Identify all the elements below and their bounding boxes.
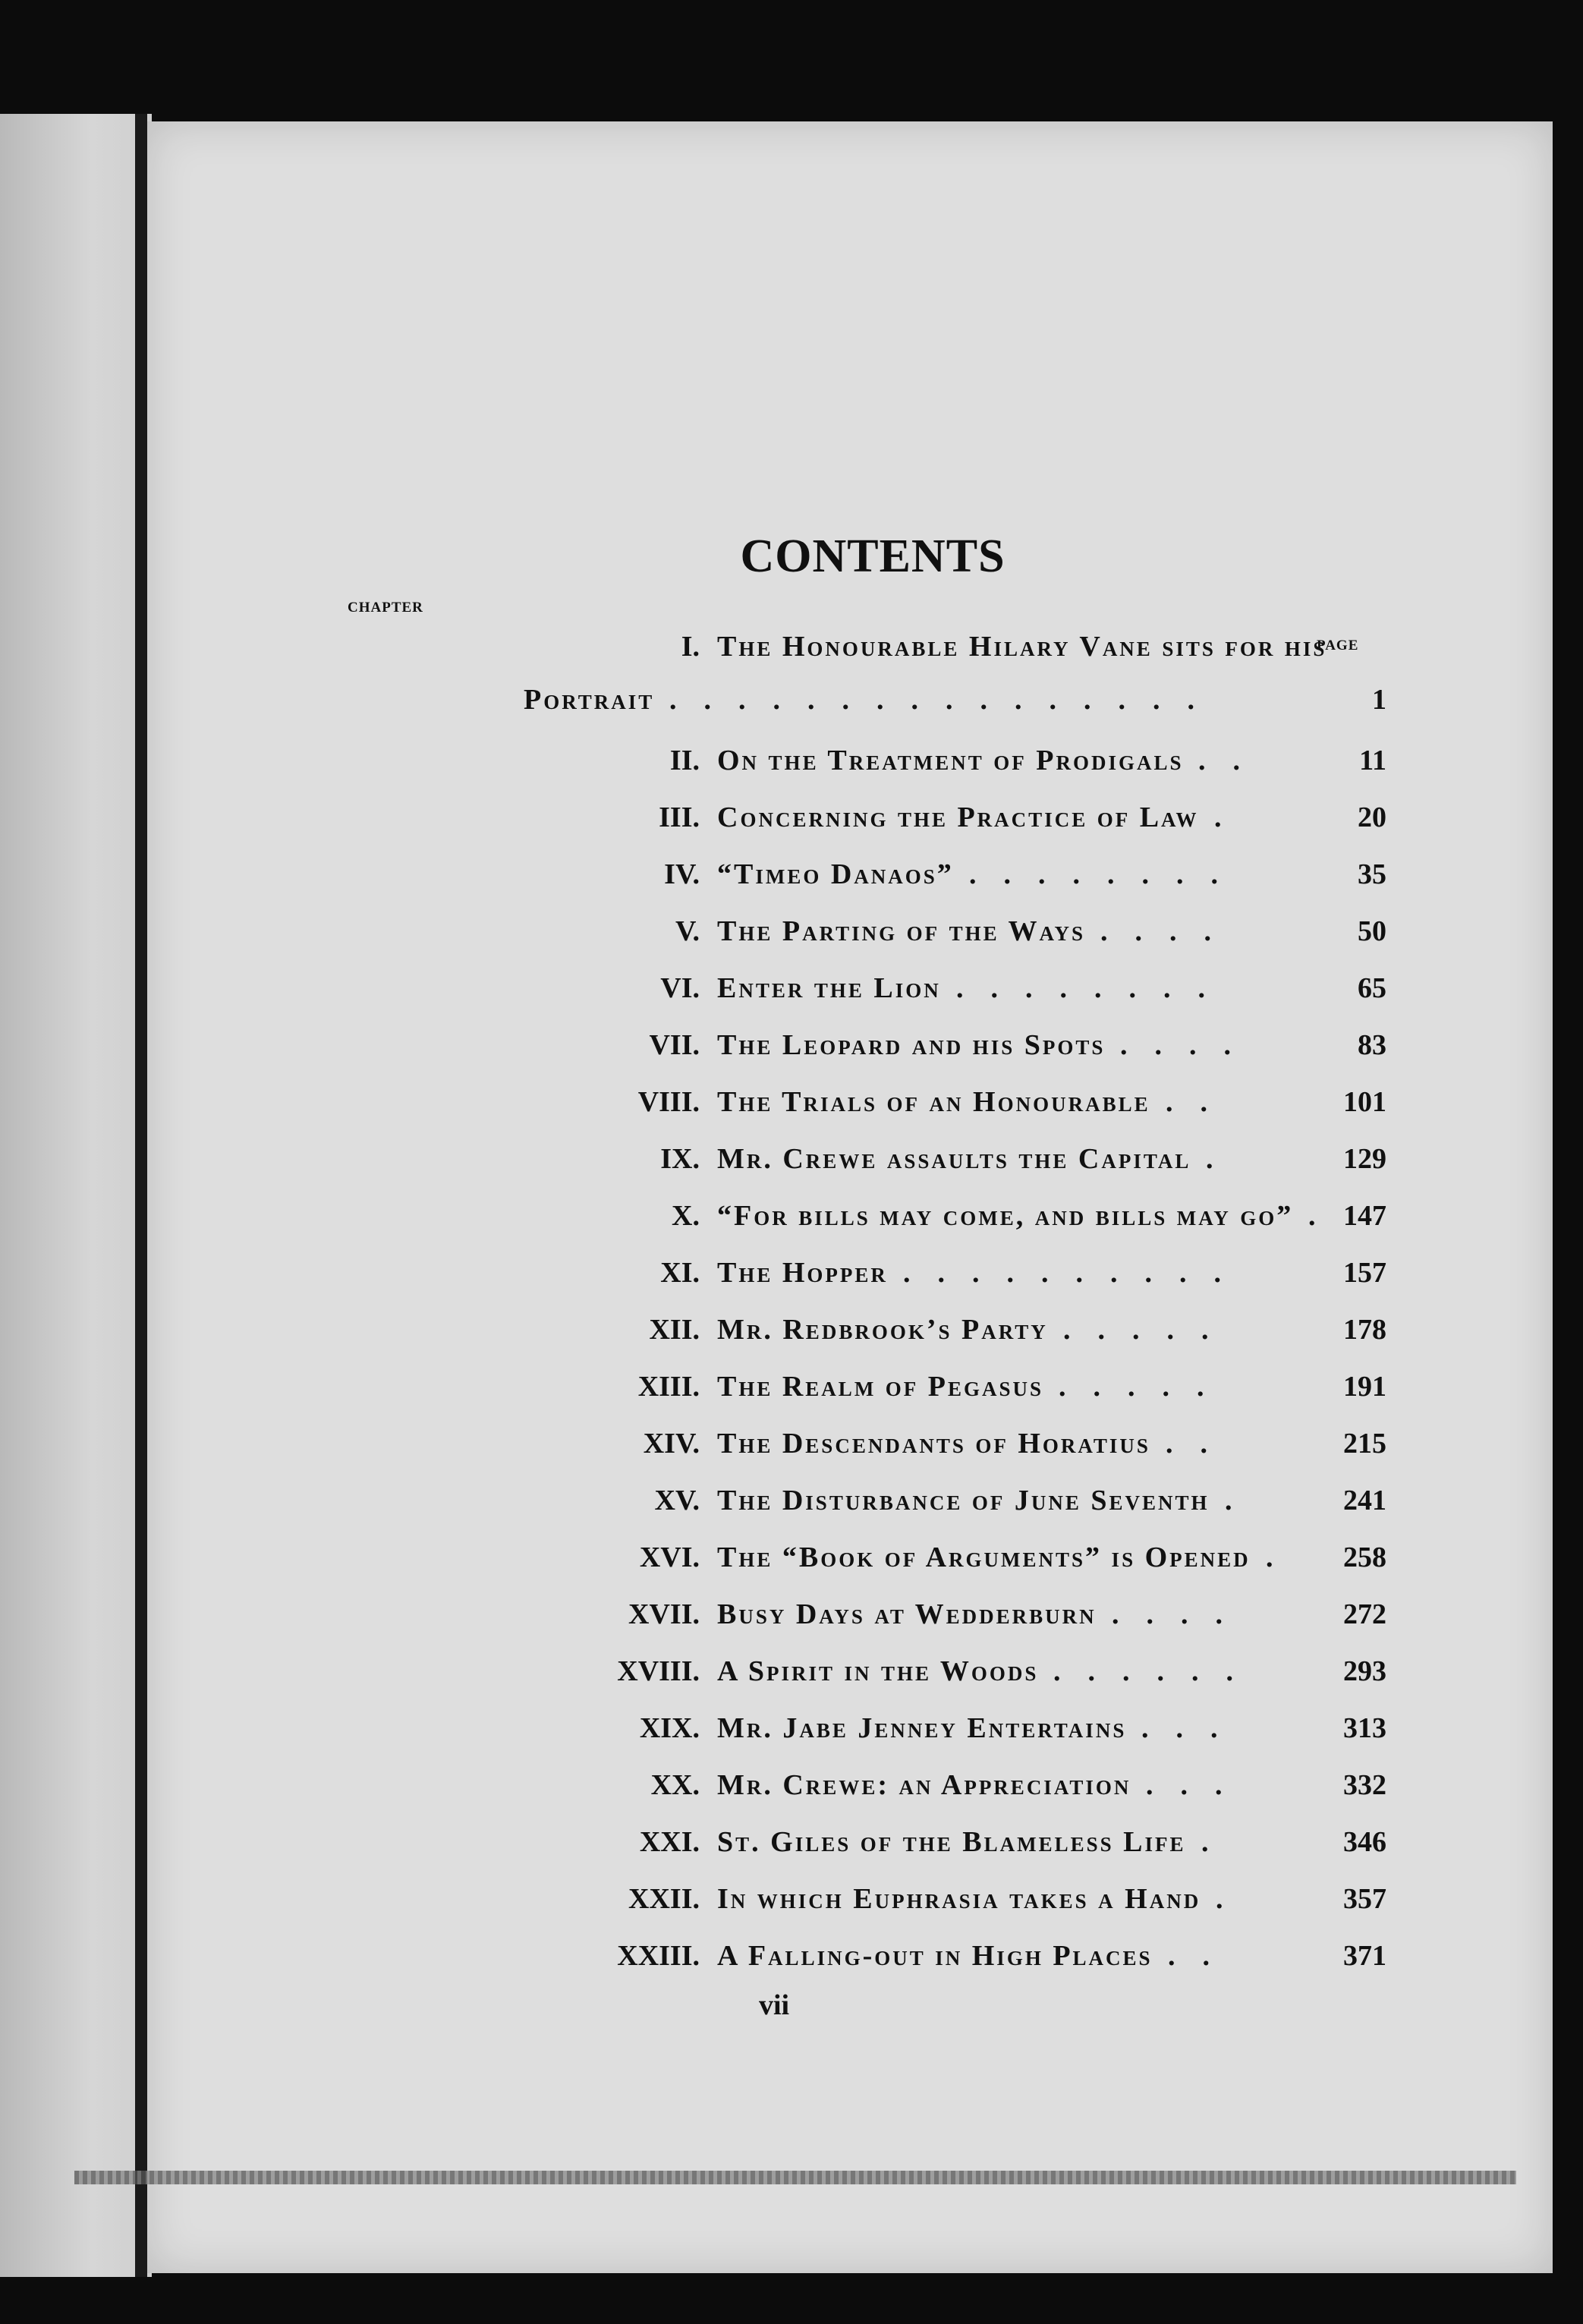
chapter-number: VIII. <box>637 1086 700 1118</box>
leader-dots: .. <box>1198 745 1267 776</box>
toc-entry <box>258 1932 1396 1989</box>
chapter-number: II. <box>669 745 700 776</box>
toc-entry <box>258 1192 1396 1249</box>
page-number: 313 <box>1343 1712 1386 1744</box>
toc-entry <box>258 850 1396 907</box>
chapter-title: Busy Days at Wedderburn <box>717 1598 1097 1630</box>
chapter-title: The Honourable Hilary Vane sits for his <box>717 631 1327 663</box>
chapter-title: Mr. Crewe assaults the Capital <box>717 1143 1191 1175</box>
page-number: 272 <box>1343 1598 1386 1630</box>
leader-dots: . <box>1266 1541 1301 1573</box>
page-bottom-edge <box>74 2171 1516 2184</box>
chapter-title: “Timeo Danaos” <box>717 858 954 890</box>
chapter-number: IV. <box>664 858 700 890</box>
page-number: 293 <box>1343 1655 1386 1687</box>
toc-entry <box>258 1647 1396 1704</box>
chapter-number: VII. <box>649 1029 700 1061</box>
toc-entry <box>258 1704 1396 1761</box>
leader-dots: .. <box>1168 1940 1237 1972</box>
chapter-number: III. <box>659 801 700 833</box>
page-number: 191 <box>1343 1371 1386 1403</box>
chapter-number: XVIII. <box>617 1655 700 1687</box>
toc-entry <box>258 1249 1396 1305</box>
leader-dots: .. <box>1166 1428 1235 1460</box>
page-number: 101 <box>1343 1086 1386 1118</box>
chapter-title: The Hopper <box>717 1257 888 1289</box>
chapter-number: X. <box>672 1200 700 1232</box>
chapter-title-continuation: Portrait <box>524 684 655 716</box>
leader-dots: . <box>1206 1143 1241 1175</box>
toc-entry <box>258 793 1396 850</box>
leader-dots: ..... <box>1059 1371 1232 1403</box>
chapter-title: A Falling-out in High Places <box>717 1940 1153 1972</box>
chapter-number: XXI. <box>639 1826 700 1858</box>
toc-entry <box>258 1419 1396 1476</box>
leader-dots: ..... <box>1063 1314 1236 1346</box>
leader-dots: .... <box>1120 1029 1258 1061</box>
chapter-number: IX. <box>660 1143 700 1175</box>
page-number: 1 <box>1372 684 1386 716</box>
chapter-title: Mr. Redbrook’s Party <box>717 1314 1048 1346</box>
chapter-title: On the Treatment of Prodigals <box>717 745 1184 776</box>
leader-dots: . <box>1201 1826 1236 1858</box>
leader-dots: ................ <box>669 684 1222 716</box>
leader-dots: ... <box>1146 1769 1250 1801</box>
page-number: 178 <box>1343 1314 1386 1346</box>
chapter-title: Enter the Lion <box>717 972 941 1004</box>
chapter-number: XX. <box>650 1769 700 1801</box>
chapter-title: Mr. Jabe Jenney Entertains <box>717 1712 1127 1744</box>
chapter-number: I. <box>681 631 700 663</box>
page-number: 20 <box>1358 801 1386 833</box>
chapter-title: The “Book of Arguments” is Opened <box>717 1541 1251 1573</box>
toc-entry <box>258 1875 1396 1932</box>
leader-dots: .... <box>1112 1598 1250 1630</box>
toc-entry <box>258 736 1396 793</box>
toc-entry <box>258 1590 1396 1647</box>
leader-dots: ........ <box>956 972 1232 1004</box>
page-number: 346 <box>1343 1826 1386 1858</box>
chapter-number: XV. <box>654 1485 700 1516</box>
chapter-title: The Descendants of Horatius <box>717 1428 1150 1460</box>
toc-entry <box>258 1135 1396 1192</box>
page-number: 11 <box>1359 745 1386 776</box>
page-number: 65 <box>1358 972 1386 1004</box>
toc-entry <box>258 622 1396 736</box>
page-title: CONTENTS <box>740 531 1006 582</box>
chapter-number: XI. <box>660 1257 700 1289</box>
chapter-number: XII. <box>649 1314 700 1346</box>
page-column-label: PAGE <box>1317 638 1359 653</box>
page-number: 129 <box>1343 1143 1386 1175</box>
toc-entry <box>258 964 1396 1021</box>
leader-dots: . <box>1214 801 1249 833</box>
toc-entry <box>258 1362 1396 1419</box>
leader-dots: .......... <box>903 1257 1248 1289</box>
chapter-column-label: CHAPTER <box>348 600 423 616</box>
page-number: 35 <box>1358 858 1386 890</box>
leader-dots: . <box>1308 1200 1343 1232</box>
toc-entry <box>258 1533 1396 1590</box>
page-number: 241 <box>1343 1485 1386 1516</box>
leader-dots: ........ <box>969 858 1245 890</box>
chapter-title: A Spirit in the Woods <box>717 1655 1039 1687</box>
chapter-title: The Leopard and his Spots <box>717 1029 1106 1061</box>
chapter-number: XVII. <box>628 1598 700 1630</box>
chapter-title: The Realm of Pegasus <box>717 1371 1044 1403</box>
toc-entry <box>258 1761 1396 1818</box>
chapter-title: St. Giles of the Blameless Life <box>717 1826 1186 1858</box>
chapter-number: XIV. <box>643 1428 700 1460</box>
leader-dots: . <box>1216 1883 1251 1915</box>
toc-entry <box>258 1021 1396 1078</box>
chapter-title: The Trials of an Honourable <box>717 1086 1150 1118</box>
chapter-number: V. <box>675 915 700 947</box>
page-number: 258 <box>1343 1541 1386 1573</box>
leader-dots: ... <box>1141 1712 1245 1744</box>
toc-entry <box>258 1078 1396 1135</box>
chapter-title: “For bills may come, and bills may go” <box>717 1200 1294 1232</box>
page-number: 83 <box>1358 1029 1386 1061</box>
leader-dots: . <box>1225 1485 1260 1516</box>
leader-dots: .. <box>1166 1086 1235 1118</box>
chapter-title: The Disturbance of June Seventh <box>717 1485 1210 1516</box>
toc-entry <box>258 1818 1396 1875</box>
page-number: 215 <box>1343 1428 1386 1460</box>
chapter-number: XXIII. <box>617 1940 700 1972</box>
table-of-contents <box>258 622 1396 1989</box>
leader-dots: ...... <box>1053 1655 1260 1687</box>
chapter-number: XIII. <box>637 1371 700 1403</box>
page-number: 357 <box>1343 1883 1386 1915</box>
toc-entry <box>258 1476 1396 1533</box>
chapter-number: XXII. <box>628 1883 700 1915</box>
page-number: 50 <box>1358 915 1386 947</box>
book-gutter <box>135 114 147 2277</box>
chapter-number: XVI. <box>639 1541 700 1573</box>
chapter-number: XIX. <box>639 1712 700 1744</box>
chapter-title: The Parting of the Ways <box>717 915 1085 947</box>
page-number: 157 <box>1343 1257 1386 1289</box>
chapter-title: Mr. Crewe: an Appreciation <box>717 1769 1131 1801</box>
leader-dots: .... <box>1100 915 1238 947</box>
toc-entry <box>258 907 1396 964</box>
chapter-title: Concerning the Practice of Law <box>717 801 1199 833</box>
page-number: 371 <box>1343 1940 1386 1972</box>
left-page-edge <box>0 114 152 2277</box>
chapter-number: VI. <box>660 972 700 1004</box>
page-folio: vii <box>759 1989 790 2021</box>
chapter-title: In which Euphrasia takes a Hand <box>717 1883 1201 1915</box>
page-number: 147 <box>1343 1200 1386 1232</box>
toc-entry <box>258 1305 1396 1362</box>
page-number: 332 <box>1343 1769 1386 1801</box>
